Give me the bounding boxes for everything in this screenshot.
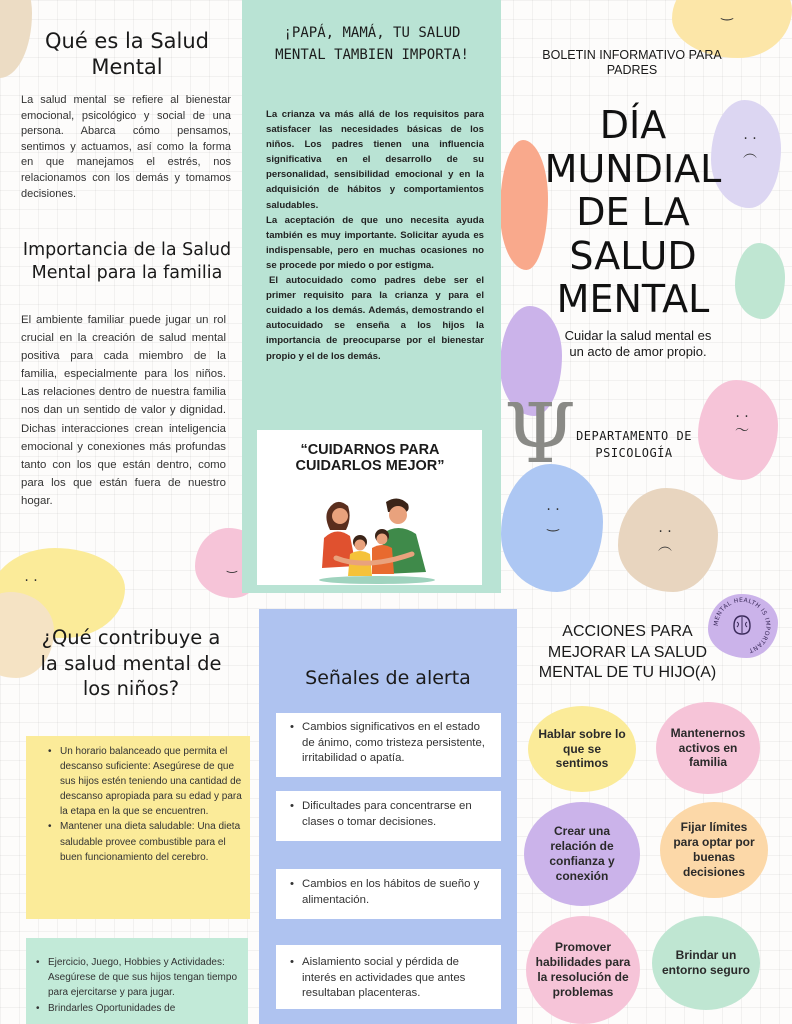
list-item: • Brindarles Oportunidades de: [36, 1001, 240, 1016]
list-item: • Un horario balanceado que permita el descanso suficiente: Asegúrese de que sus hijos estén teniendo una cantidad de descanso apropiada para su edad y para la etapa en la que se encuentren.: [48, 744, 242, 819]
psychology-department-label: DEPARTAMENTO DE PSICOLOGÍA: [576, 429, 692, 460]
contributors-list: [48, 744, 242, 865]
warning-sign-item: [290, 799, 494, 830]
parents-panel-heading: ¡PAPÁ, MAMÁ, TU SALUD MENTAL TAMBIEN IMPORTA!: [275, 25, 469, 63]
warning-signs-title: Señales de alerta: [305, 667, 471, 689]
world-mental-health-day-title: DÍA MUNDIAL DE LA SALUD MENTAL: [544, 103, 722, 321]
mental-health-badge-icon: [712, 596, 772, 656]
warning-sign-item: [290, 955, 494, 1002]
contributors-title: ¿Qué contribuye a la salud mental de los niños?: [40, 626, 222, 700]
warning-sign-item: [290, 877, 494, 908]
list-item: • Cambios en los hábitos de sueño y alimentación.: [290, 877, 494, 908]
parents-paragraph: El autocuidado como padres debe ser el primer requisito para la crianza y para el cuidado a los demás. Además, demostrando el autocuidado se enseña a los hijos la importancia de preocuparse por el bienestar propio y el de los demás.: [266, 275, 484, 362]
sad-face-icon: · · ︵: [658, 524, 672, 554]
svg-text:MENTAL HEALTH IS IMPORTANT: MENTAL HEALTH IS IMPORTANT: [712, 596, 772, 654]
blob-green-right: [735, 243, 785, 319]
parents-panel-text: [266, 107, 484, 364]
warning-sign-item: [290, 720, 494, 767]
contributors-list: [36, 955, 240, 1016]
parents-paragraph: La crianza va más allá de los requisitos para satisfacer las necesidades básicas de los niños. Los padres tienen una influencia significativa en el desarrollo de su personalidad, sensibilidad emocional y en la adquisición de hábitos y comportamientos saludables.: [266, 109, 484, 211]
list-item: • Mantener una dieta saludable: Una dieta saludable provee combustible para el buen funcionamiento del cerebro.: [48, 819, 242, 864]
list-item: • Dificultades para concentrarse en clases o tomar decisiones.: [290, 799, 494, 830]
action-stay-active: Mantenernos activos en familia: [656, 702, 760, 794]
face-icon: · ·: [24, 573, 38, 589]
worried-face-icon: · · ～: [735, 409, 749, 439]
self-love-subtitle: Cuidar la salud mental es un acto de amor propio.: [564, 328, 712, 359]
family-illustration: [316, 496, 438, 584]
action-set-limits: Fijar límites para optar por buenas decisiones: [660, 802, 768, 898]
action-problem-solving: Promover habilidades para la resolución de problemas: [526, 916, 640, 1024]
family-importance-title: Importancia de la Salud Mental para la familia: [22, 240, 232, 283]
actions-title: ACCIONES PARA MEJORAR LA SALUD MENTAL DE TU HIJO(A): [538, 623, 717, 681]
psi-logo-icon: Ψ: [504, 387, 576, 482]
bulletin-kicker: BOLETIN INFORMATIVO PARA PADRES: [542, 48, 722, 77]
parents-paragraph: La aceptación de que uno necesita ayuda también es muy importante. Solicitar ayuda es indispensable, pero en muchas ocasiones no se procede por miedo o por estigma.: [266, 214, 484, 271]
quote-text: “CUIDARNOS PARA CUIDARLOS MEJOR”: [295, 442, 445, 474]
action-safe-environment: Brindar un entorno seguro: [652, 916, 760, 1010]
list-item: • Cambios significativos en el estado de ánimo, como tristeza persistente, irritabilidad o apatía.: [290, 720, 494, 767]
list-item: • Ejercicio, Juego, Hobbies y Actividades: Asegúrese de que sus hijos tengan tiempo para ejercitarse y para jugar.: [36, 955, 240, 1001]
family-importance-text: El ambiente familiar puede jugar un rol crucial en la creación de salud mental positiva para cada miembro de la familia, especialmente para los niños. Las relaciones dentro de nuestra familia nos dan un sentido de valor y dignidad. Dichas interacciones crean inteligencia emocional y conexiones más profundas tanto con los que están dentro, como para los que están fuera de nuestro hogar.: [21, 314, 226, 507]
face-icon: ‿: [227, 559, 237, 573]
face-icon: · · ‿: [546, 502, 560, 532]
what-is-mental-health-title: Qué es la Salud Mental: [44, 29, 210, 79]
face-icon: ‿: [721, 5, 733, 21]
action-build-trust: Crear una relación de confianza y conexión: [524, 802, 640, 906]
action-talk-feelings: Hablar sobre lo que se sentimos: [528, 706, 636, 792]
sad-face-icon: · · ︵: [743, 131, 757, 161]
what-is-mental-health-text: La salud mental se refiere al bienestar emocional, psicológico y social de una persona. Abarca cómo pensamos, sentimos y actuamos, así como la forma en que manejamos el estrés, nos relacionamos con los demás y tomamos decisiones.: [21, 94, 231, 200]
list-item: • Aislamiento social y pérdida de interés en actividades que antes resultaban placenteras.: [290, 955, 494, 1002]
